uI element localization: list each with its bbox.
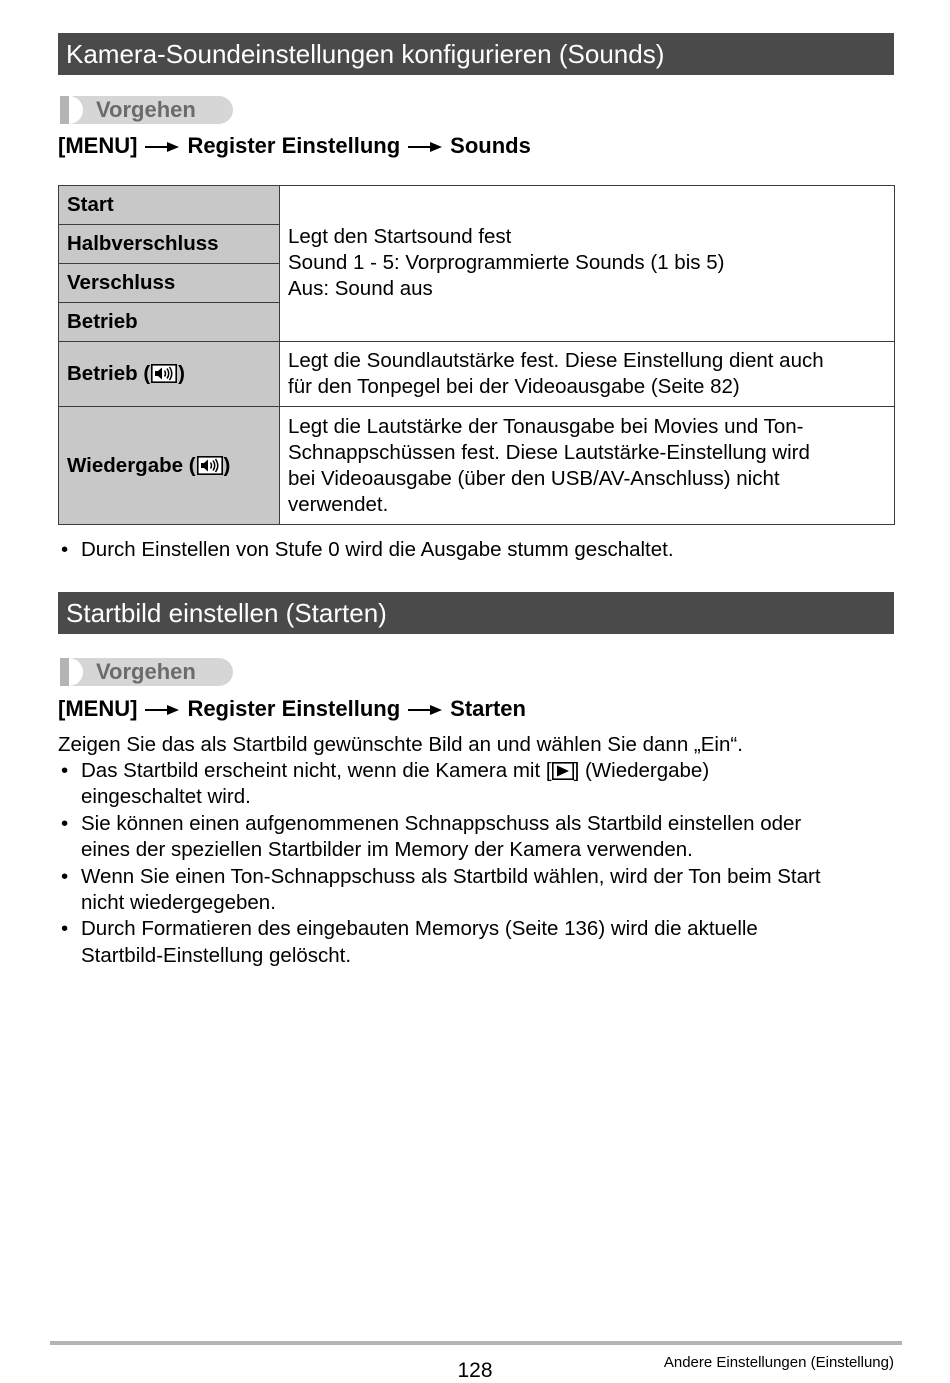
badge-notch: [69, 96, 83, 124]
menu-register: Register Einstellung: [187, 696, 401, 721]
setting-name-text: ): [178, 362, 185, 385]
arrow-right-icon: [408, 704, 442, 716]
setting-description: [280, 407, 895, 525]
setting-name: [59, 342, 280, 407]
starten-intro: Zeigen Sie das als Startbild gewünschte Bild an und wählen Sie dann „Ein“.: [58, 733, 743, 756]
procedure-label: Vorgehen: [96, 659, 196, 684]
setting-name: Halbverschluss: [59, 225, 280, 264]
description-line: Aus: Sound aus: [288, 277, 433, 300]
list-item-text: Startbild-Einstellung gelöscht.: [81, 943, 352, 967]
section-title-sounds: Kamera-Soundeinstellungen konfigurieren (Sounds): [58, 33, 894, 75]
procedure-badge: [60, 96, 233, 124]
badge-bar: [60, 96, 69, 124]
setting-name-text: Betrieb (: [67, 362, 151, 385]
menu-item: Sounds: [450, 133, 531, 158]
sounds-settings-table: [58, 185, 895, 525]
setting-name: [59, 407, 280, 525]
badge-notch: [69, 658, 83, 686]
list-item-text: Durch Formatieren des eingebauten Memorys (Seite 136) wird die aktuelle: [81, 917, 758, 941]
arrow-right-icon: [145, 141, 179, 153]
description-line: verwendet.: [288, 492, 389, 516]
sounds-notes: [58, 537, 898, 563]
menu-path-sounds: [58, 132, 531, 160]
setting-name: Start: [59, 186, 280, 225]
menu-key: [MENU]: [58, 133, 138, 158]
setting-name-text: Wiedergabe (: [67, 453, 196, 477]
setting-description: [280, 342, 895, 407]
play-icon: [552, 761, 574, 779]
description-line: Legt die Soundlautstärke fest. Diese Einstellung dient auch: [288, 349, 824, 372]
starten-notes: [58, 758, 898, 969]
list-item-text: nicht wiedergegeben.: [81, 891, 276, 915]
table-row: [59, 186, 895, 225]
footer-divider: [50, 1341, 902, 1345]
list-item: [58, 811, 898, 864]
list-item-text: Wenn Sie einen Ton-Schnappschuss als Startbild wählen, wird der Ton beim Start: [81, 864, 821, 888]
setting-name: Betrieb: [59, 303, 280, 342]
list-item: • Durch Einstellen von Stufe 0 wird die Ausgabe stumm geschaltet.: [58, 537, 898, 563]
description-line: für den Tonpegel bei der Videoausgabe (Seite 82): [288, 375, 740, 398]
description-line: bei Videoausgabe (über den USB/AV-Anschluss) nicht: [288, 466, 780, 490]
setting-name: Verschluss: [59, 264, 280, 303]
footer-chapter-note: Andere Einstellungen (Einstellung): [663, 1354, 894, 1371]
list-item-text: eingeschaltet wird.: [81, 785, 251, 809]
badge-bar: [60, 658, 69, 686]
setting-description: [280, 186, 895, 342]
table-row: [59, 407, 895, 525]
list-item: [58, 916, 898, 969]
menu-register: Register Einstellung: [187, 133, 401, 158]
description-line: Schnappschüssen fest. Diese Lautstärke-Einstellung wird: [288, 440, 810, 464]
description-line: Legt die Lautstärke der Tonausgabe bei Movies und Ton-: [288, 414, 804, 438]
setting-name-text: ): [223, 453, 231, 477]
section-title-starten: Startbild einstellen (Starten): [58, 592, 894, 634]
list-item-text: ] (Wiedergabe): [573, 759, 710, 782]
description-line: Legt den Startsound fest: [288, 225, 512, 248]
description-line: Sound 1 - 5: Vorprogrammierte Sounds (1 bis 5): [288, 251, 725, 274]
arrow-right-icon: [145, 704, 179, 716]
procedure-badge: [60, 658, 233, 686]
list-item: [58, 864, 898, 917]
page-number: 128: [457, 1359, 493, 1382]
list-item: [58, 758, 898, 811]
menu-path-starten: [58, 695, 526, 723]
menu-key: [MENU]: [58, 696, 138, 721]
table-row: [59, 342, 895, 407]
speaker-icon: [151, 364, 177, 383]
speaker-icon: [197, 456, 223, 475]
arrow-right-icon: [408, 141, 442, 153]
procedure-label: Vorgehen: [96, 97, 196, 122]
list-item-text: Das Startbild erscheint nicht, wenn die Kamera mit [: [81, 759, 552, 782]
list-item-text: Sie können einen aufgenommenen Schnappschuss als Startbild einstellen oder: [81, 811, 802, 835]
list-item-text: eines der speziellen Startbilder im Memory der Kamera verwenden.: [81, 838, 693, 862]
menu-item: Starten: [450, 696, 526, 721]
